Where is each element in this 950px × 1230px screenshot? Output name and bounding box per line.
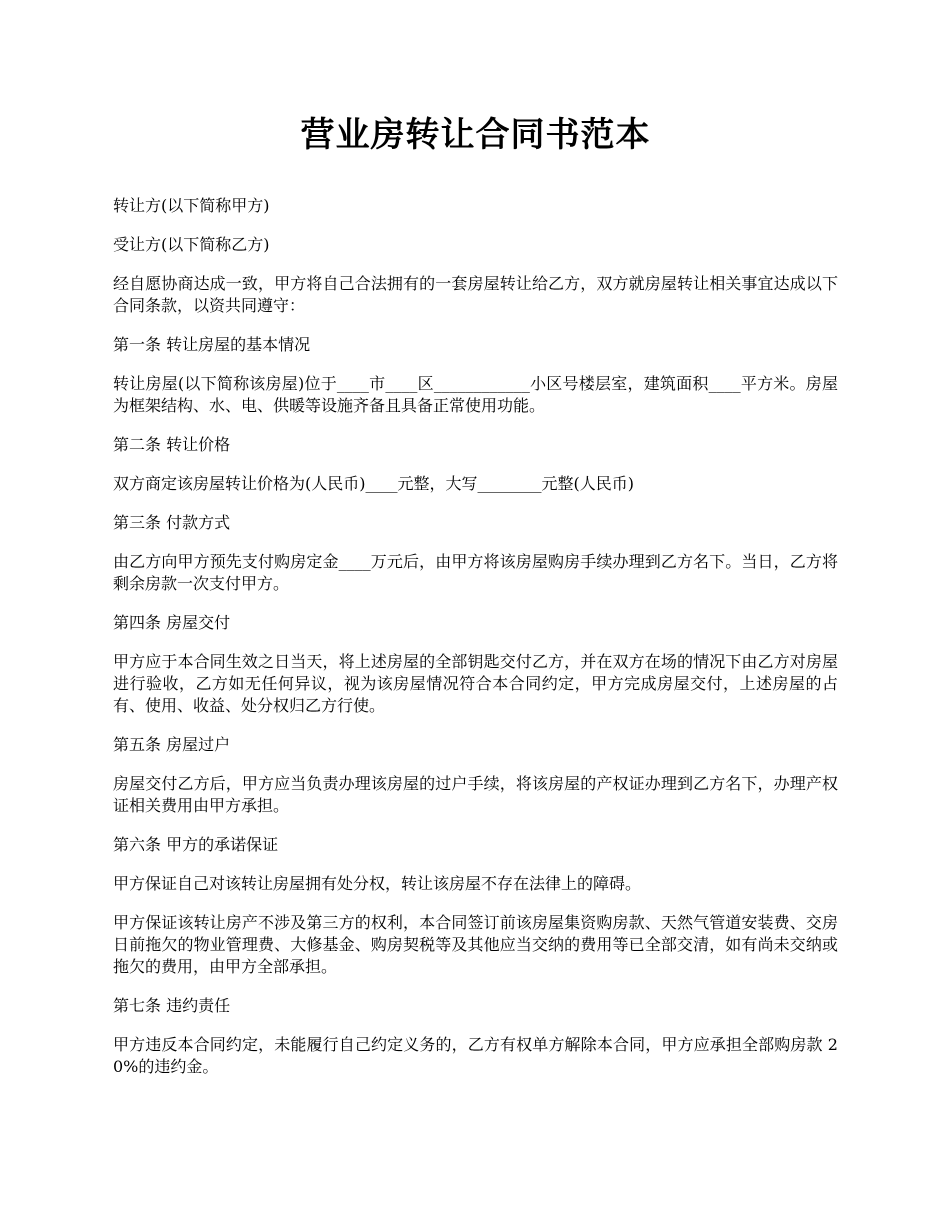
article-2-heading: 第二条 转让价格	[113, 435, 231, 454]
article-5-heading: 第五条 房屋过户	[113, 735, 231, 754]
article-4-body: 甲方应于本合同生效之日当天，将上述房屋的全部钥匙交付乙方，并在双方在场的情况下由乙方对房屋进行验收，乙方如无任何异议，视为该房屋情况符合本合同约定，甲方完成房屋交付，上述房屋的占有、使用、收益、处分权归乙方行使。	[113, 652, 838, 715]
article-1-heading: 第一条 转让房屋的基本情况	[113, 335, 311, 354]
article-6-body-1: 甲方保证自己对该转让房屋拥有处分权，转让该房屋不存在法律上的障碍。	[113, 874, 642, 893]
paragraph-transferor: 转让方(以下简称甲方)	[113, 196, 270, 215]
article-6-body-2: 甲方保证该转让房产不涉及第三方的权利，本合同签订前该房屋集资购房款、天然气管道安装费、交房日前拖欠的物业管理费、大修基金、购房契税等及其他应当交纳的费用等已全部交清，如有尚未交纳或拖欠的费用，由甲方全部承担。	[113, 913, 838, 976]
document-title: 营业房转让合同书范本	[300, 115, 651, 155]
article-2-body: 双方商定该房屋转让价格为(人民币)____元整，大写________元整(人民币)	[113, 474, 634, 493]
article-5-body: 房屋交付乙方后，甲方应当负责办理该房屋的过户手续，将该房屋的产权证办理到乙方名下，办理产权证相关费用由甲方承担。	[113, 774, 838, 815]
article-7-heading: 第七条 违约责任	[113, 996, 231, 1015]
article-3-heading: 第三条 付款方式	[113, 513, 231, 532]
paragraph-transferee: 受让方(以下简称乙方)	[113, 235, 270, 254]
article-6-heading: 第六条 甲方的承诺保证	[113, 835, 279, 854]
article-3-body: 由乙方向甲方预先支付购房定金____万元后，由甲方将该房屋购房手续办理到乙方名下。当日，乙方将剩余房款一次支付甲方。	[113, 552, 838, 593]
paragraph-preamble: 经自愿协商达成一致，甲方将自己合法拥有的一套房屋转让给乙方，双方就房屋转让相关事宜达成以下合同条款，以资共同遵守：	[113, 274, 838, 315]
article-1-body: 转让房屋(以下简称该房屋)位于____市____区____________小区号楼层室，建筑面积____平方米。房屋为框架结构、水、电、供暖等设施齐备且具备正常使用功能。	[113, 374, 838, 415]
article-7-body: 甲方违反本合同约定，未能履行自己约定义务的，乙方有权单方解除本合同，甲方应承担全部购房款 20%的违约金。	[113, 1035, 838, 1076]
article-4-heading: 第四条 房屋交付	[113, 613, 231, 632]
